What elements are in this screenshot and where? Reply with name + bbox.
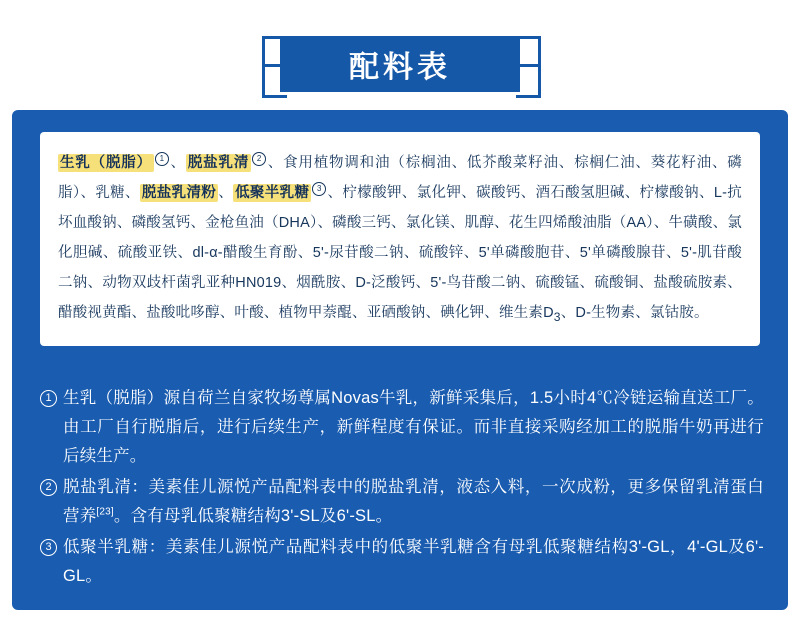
- vitamin-d-subscript: 3: [553, 309, 561, 324]
- footnote-text-1: 生乳（脱脂）源自荷兰自家牧场尊属Novas牛乳，新鲜采集后，1.5小时4℃冷链运输直送工厂。由工厂自行脱脂后，进行后续生产，新鲜程度有保证。而非直接采购经加工的脱脂牛奶再进行后续生产。: [63, 389, 764, 465]
- footnote-ref-2: 2: [252, 152, 266, 166]
- ingredients-card: [40, 132, 760, 346]
- ingredient-highlight-whey-powder: 脱盐乳清粉: [141, 185, 217, 201]
- ingredient-highlight-gos: 低聚半乳糖: [235, 185, 310, 201]
- title-banner: [0, 36, 800, 92]
- footnote-ref-1: 1: [155, 152, 169, 166]
- footnote-marker-3: 3: [40, 539, 57, 556]
- ingredients-segment-4: 、D-生物素、氯钴胺。: [560, 305, 709, 321]
- footnote-text-2-main: 脱盐乳清：美素佳儿源悦产品配料表中的脱盐乳清，液态入料，一次成粉，更多保留乳清蛋白营养: [63, 478, 764, 525]
- footnote-text-2-tail: 。含有母乳低聚糖结构3'-SL及6'-SL。: [113, 507, 393, 525]
- footnote-text-2: [63, 473, 764, 531]
- ingredients-text: [58, 148, 742, 332]
- footnote-item-3: [40, 533, 764, 591]
- footnote-marker-2: 2: [40, 479, 57, 496]
- footnote-citation-23: [23]: [96, 506, 114, 518]
- page-title: 配料表: [280, 36, 520, 92]
- ingredient-highlight-raw-milk: 生乳（脱脂）: [60, 155, 152, 171]
- panel-inner: [24, 122, 776, 598]
- footnote-text-3: 低聚半乳糖：美素佳儿源悦产品配料表中的低聚半乳糖含有母乳低聚糖结构3'-GL，4'-GL及6'-GL。: [63, 538, 764, 585]
- footnote-ref-3: 3: [312, 182, 326, 196]
- footnotes-list: [40, 384, 764, 593]
- footnote-item-2: [40, 473, 764, 531]
- ingredients-segment-2: 、食用植物调和油（棕榈油、低芥酸菜籽油、棕榈仁油、葵花籽油、磷脂）、乳糖、: [58, 155, 742, 201]
- footnote-marker-1: 1: [40, 390, 57, 407]
- footnote-item-1: [40, 384, 764, 471]
- ingredients-segment-3: 、柠檬酸钾、氯化钾、碳酸钙、酒石酸氢胆碱、柠檬酸钠、L-抗坏血酸钠、磷酸氢钙、金枪鱼油（DHA）、磷酸三钙、氯化镁、肌醇、花生四烯酸油脂（AA）、牛磺酸、氯化胆碱、硫酸亚铁、dl-α-醋酸生育酚、5'-尿苷酸二钠、硫酸锌、5'单磷酸胞苷、5'单磷酸腺苷、5'-肌苷酸二钠、动物双歧杆菌乳亚种HN019、烟酰胺、D-泛酸钙、5'-鸟苷酸二钠、硫酸锰、硫酸铜、盐酸硫胺素、醋酸视黄酯、盐酸吡哆醇、叶酸、植物甲萘醌、亚硒酸钠、碘化钾、维生素D: [58, 185, 742, 321]
- ingredients-panel: [12, 110, 788, 610]
- ingredients-sep-1: 、: [169, 155, 186, 171]
- ingredients-sep-2: 、: [218, 185, 234, 201]
- ingredient-highlight-demineralized-whey: 脱盐乳清: [187, 155, 250, 171]
